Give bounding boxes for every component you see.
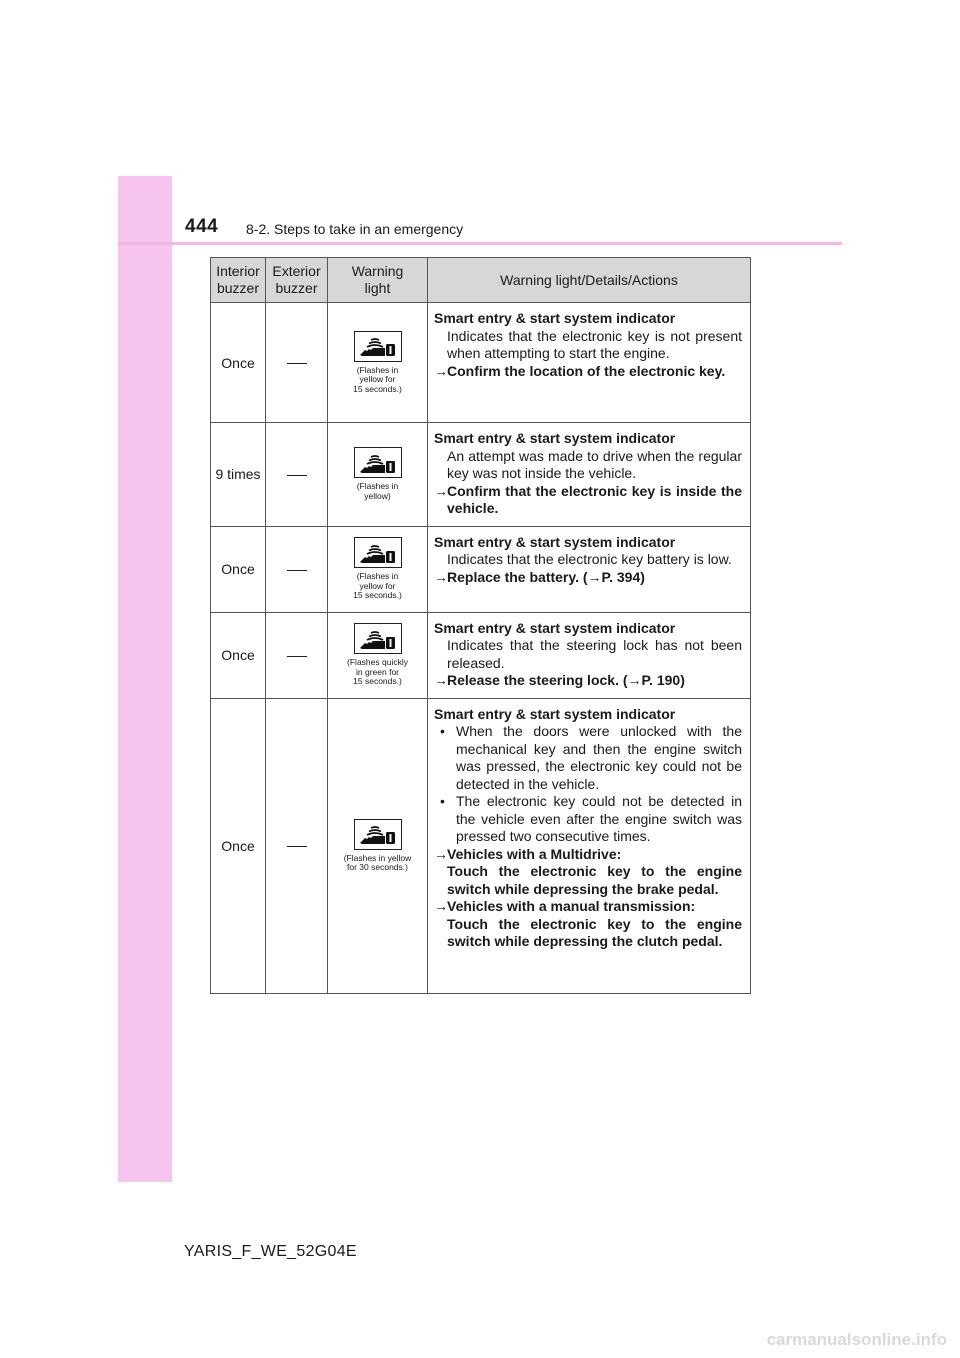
exterior-buzzer-cell <box>266 612 328 698</box>
indicator-title: Smart entry & start system indicator <box>434 430 676 446</box>
warning-table <box>210 257 751 994</box>
col-header-exterior-buzzer: Exterior buzzer <box>266 258 328 303</box>
action-item: → Confirm the location of the electronic key. <box>434 362 726 379</box>
interior-buzzer-cell: 9 times <box>211 423 266 527</box>
indicator-description: Indicates that the electronic key battery is low. <box>447 551 732 567</box>
section-title: 8-2. Steps to take in an emergency <box>246 221 464 237</box>
interior-buzzer-cell: Once <box>211 612 266 698</box>
action-item: → Release the steering lock. (→P. 190) <box>434 672 685 688</box>
indicator-description: An attempt was made to drive when the regular key was not inside the vehicle. <box>447 447 742 481</box>
warning-light-cell <box>328 303 428 423</box>
bullet-icon: • <box>440 723 445 739</box>
table-row <box>211 423 751 527</box>
interior-buzzer-cell: Once <box>211 698 266 993</box>
warning-light-cell <box>328 423 428 527</box>
light-caption: (Flashes in yellow for 15 seconds.) <box>353 364 402 394</box>
indicator-description: Indicates that the electronic key is not present when attempting to start the engine. <box>447 327 742 361</box>
table-row <box>211 612 751 698</box>
smart-key-indicator-icon <box>354 447 402 478</box>
indicator-description: Indicates that the steering lock has not been released. <box>447 637 742 671</box>
col-header-details: Warning light/Details/Actions <box>428 258 751 303</box>
smart-key-indicator-icon <box>354 331 402 362</box>
indicator-title: Smart entry & start system indicator <box>434 619 676 636</box>
exterior-buzzer-cell <box>266 423 328 527</box>
none-dash <box>287 846 307 847</box>
none-dash <box>287 570 307 571</box>
details-cell <box>428 526 751 612</box>
col-header-warning-light: Warning light <box>328 258 428 303</box>
interior-buzzer-cell: Once <box>211 526 266 612</box>
action-item: → Vehicles with a Multidrive: Touch the electronic key to the engine switch while depressing the brake pedal. <box>434 845 742 897</box>
light-caption: (Flashes in yellow for 15 seconds.) <box>353 571 402 601</box>
action-item: → Vehicles with a manual transmission: Touch the electronic key to the engine switch while depressing the clutch pedal. <box>434 898 742 949</box>
none-dash <box>287 475 307 476</box>
arrow-icon: → <box>434 568 448 585</box>
light-caption: (Flashes in yellow for 30 seconds.) <box>343 852 412 872</box>
interior-buzzer-cell: Once <box>211 303 266 423</box>
none-dash <box>287 656 307 657</box>
exterior-buzzer-cell <box>266 698 328 993</box>
bullet-item: • The electronic key could not be detected in the vehicle even after the engine switch was pressed two consecutive times. <box>440 793 742 844</box>
arrow-icon: → <box>434 672 448 688</box>
smart-key-indicator-icon <box>354 623 402 654</box>
smart-key-indicator-icon <box>354 819 402 850</box>
smart-key-indicator-icon <box>354 537 402 568</box>
exterior-buzzer-cell <box>266 526 328 612</box>
watermark: carmanualsonline.info <box>766 1330 947 1349</box>
details-cell <box>428 698 751 993</box>
action-item: → Replace the battery. (→P. 394) <box>434 568 645 585</box>
details-cell <box>428 423 751 527</box>
bullet-item: • When the doors were unlocked with the mechanical key and then the engine switch was pressed, the electronic key could not be detected in the vehicle. <box>440 723 742 792</box>
table-row <box>211 303 751 423</box>
warning-light-cell <box>328 526 428 612</box>
details-cell <box>428 303 751 423</box>
side-color-band <box>118 176 172 1182</box>
table-header-row <box>211 258 751 303</box>
document-code: YARIS_F_WE_52G04E <box>184 1243 357 1260</box>
table-row <box>211 526 751 612</box>
arrow-icon: → <box>434 482 448 499</box>
arrow-icon: → <box>434 362 448 379</box>
indicator-title: Smart entry & start system indicator <box>434 705 676 722</box>
light-caption: (Flashes in yellow) <box>356 481 399 501</box>
bullet-icon: • <box>440 793 445 809</box>
indicator-title: Smart entry & start system indicator <box>434 533 676 550</box>
col-header-interior-buzzer: Interior buzzer <box>211 258 266 303</box>
warning-light-cell <box>328 612 428 698</box>
page-number: 444 <box>185 216 219 237</box>
details-cell <box>428 612 751 698</box>
table-row <box>211 698 751 993</box>
header-divider <box>118 242 842 245</box>
arrow-icon: → <box>434 898 448 914</box>
exterior-buzzer-cell <box>266 303 328 423</box>
action-item: → Confirm that the electronic key is inside the vehicle. <box>434 482 742 516</box>
indicator-title: Smart entry & start system indicator <box>434 310 676 326</box>
none-dash <box>287 363 307 364</box>
light-caption: (Flashes quickly in green for 15 seconds.) <box>347 657 408 687</box>
warning-light-cell <box>328 698 428 993</box>
arrow-icon: → <box>434 845 448 862</box>
